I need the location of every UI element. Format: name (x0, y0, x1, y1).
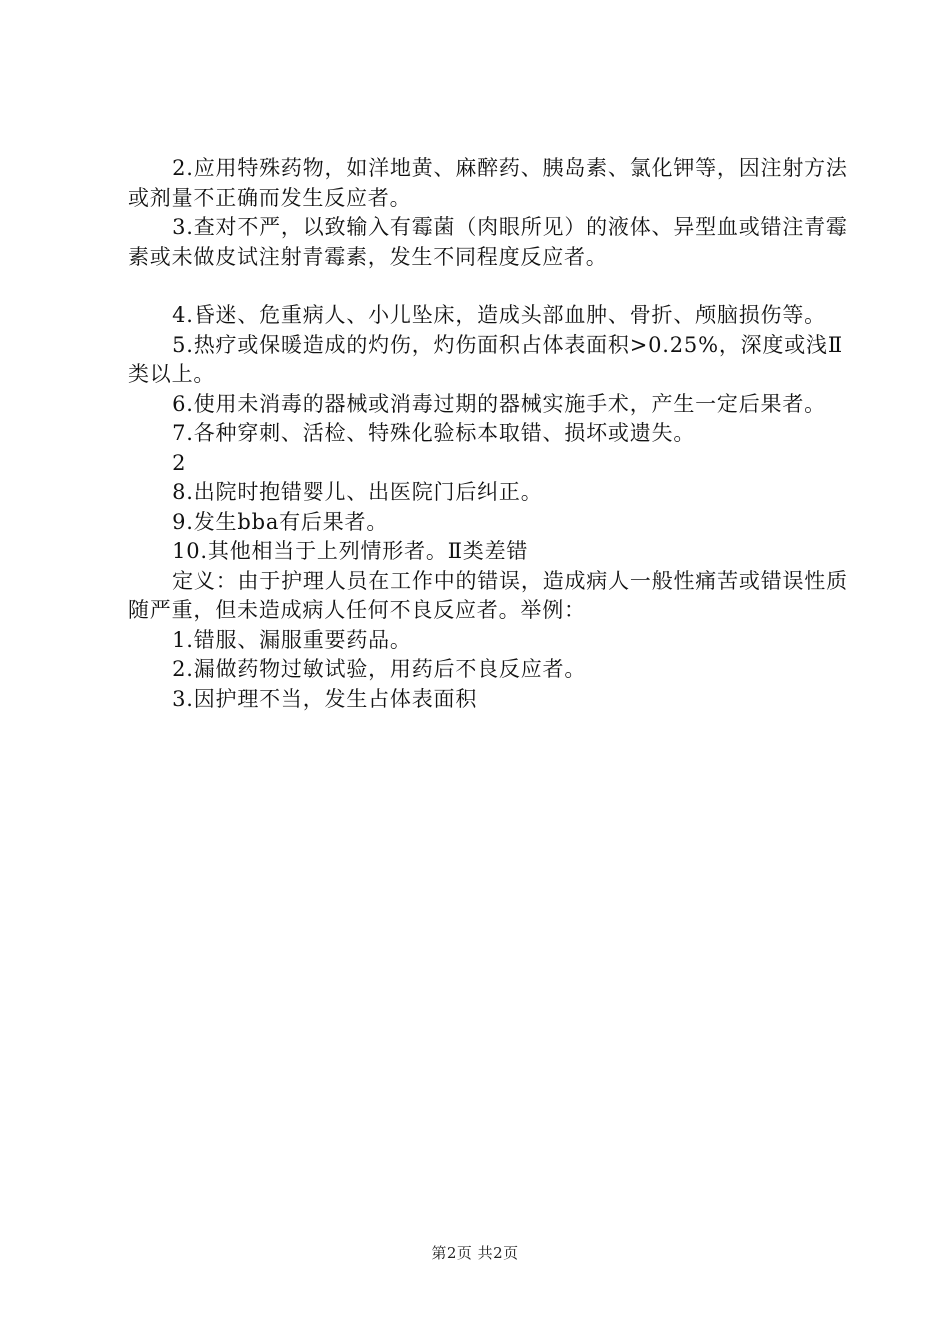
paragraph: 5.热疗或保暖造成的灼伤，灼伤面积占体表面积>0.25%，深度或浅Ⅱ类以上。 (128, 332, 843, 386)
paragraph: 3.因护理不当，发生占体表面积 (172, 686, 478, 711)
page-footer: 第2页 共2页 (431, 1244, 519, 1262)
paragraph: 4.昏迷、危重病人、小儿坠床，造成头部血肿、骨折、颅脑损伤等。 (172, 303, 826, 327)
paragraph: 3.查对不严，以致输入有霉菌（肉眼所见）的液体、异型血或错注青霉素或未做皮试注射青霉素，发生不同程度反应者。 (128, 215, 848, 269)
paragraph: 7.各种穿刺、活检、特殊化验标本取错、损坏或遗失。 (172, 421, 696, 445)
paragraph: 6.使用未消毒的器械或消毒过期的器械实施手术，产生一定后果者。 (172, 391, 826, 416)
definition-paragraph: 定义：由于护理人员在工作中的错误，造成病人一般性痛苦或错误性质随严重，但未造成病人任何不良反应者。举例： (128, 568, 848, 622)
paragraph: 2.应用特殊药物，如洋地黄、麻醉药、胰岛素、氯化钾等，因注射方法或剂量不正确而发生反应者。 (128, 156, 848, 210)
paragraph: 10.其他相当于上列情形者。Ⅱ类差错 (172, 539, 529, 563)
paragraph: 1.错服、漏服重要药品。 (172, 627, 412, 652)
paragraph: 8.出院时抱错婴儿、出医院门后纠正。 (172, 480, 543, 504)
document-body (128, 154, 850, 714)
page-break-number: 2 (172, 450, 187, 475)
paragraph: 9.发生bba有后果者。 (172, 509, 389, 534)
paragraph: 2.漏做药物过敏试验，用药后不良反应者。 (172, 657, 587, 681)
